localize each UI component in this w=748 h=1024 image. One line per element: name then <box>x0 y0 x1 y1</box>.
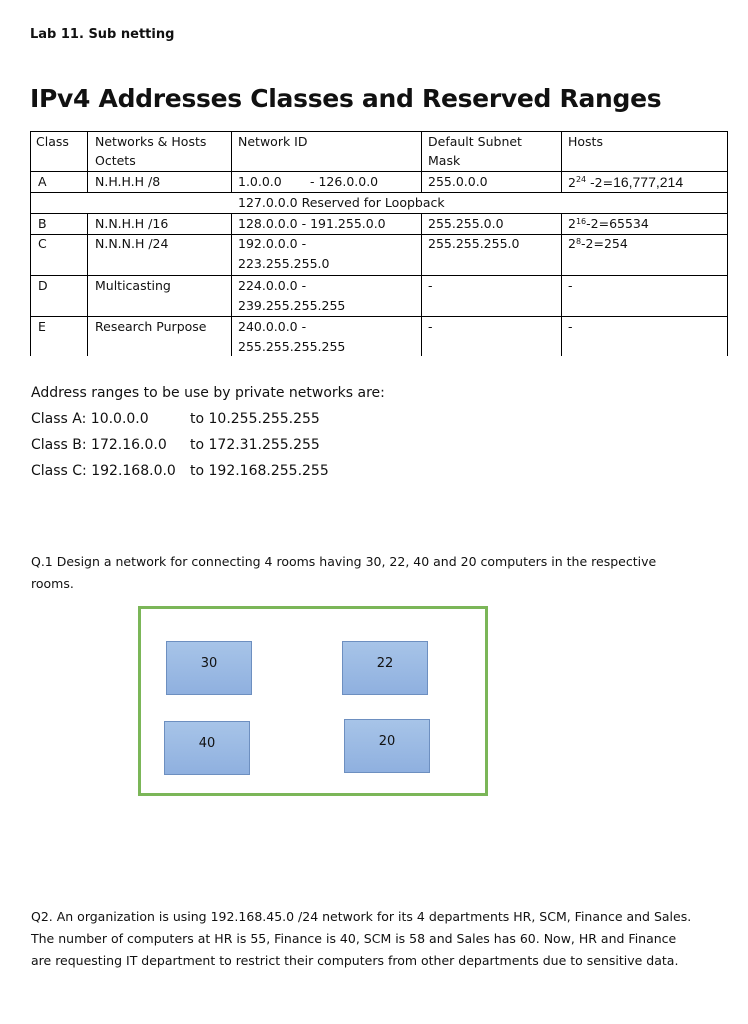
q2-text-line1: Q2. An organization is using 192.168.45.0 /24 network for its 4 departments HR, SCM, Finance and Sales. <box>31 909 692 924</box>
room-box: 22 <box>342 641 428 695</box>
lab-title: Lab 11. Sub netting <box>30 27 175 42</box>
table-rule <box>231 213 232 356</box>
header-hosts: Hosts <box>568 134 603 149</box>
row-d-octets: Multicasting <box>95 278 171 293</box>
header-networks-hosts: Networks & Hosts <box>95 134 207 149</box>
table-rule <box>231 131 232 192</box>
q2-text-line2: The number of computers at HR is 55, Finance is 40, SCM is 58 and Sales has 60. Now, HR and Finance <box>31 931 677 946</box>
page-title: IPv4 Addresses Classes and Reserved Ranges <box>30 84 662 113</box>
private-ranges-intro: Address ranges to be use by private networks are: <box>31 385 385 401</box>
row-a-octets: N.H.H.H /8 <box>95 174 161 189</box>
row-a-netid-start: 1.0.0.0 <box>238 174 282 189</box>
row-d-netid-1: 224.0.0.0 - <box>238 278 307 293</box>
q1-text-line2: rooms. <box>31 576 74 591</box>
table-rule <box>561 131 562 192</box>
row-b-mask: 255.255.0.0 <box>428 216 504 231</box>
header-mask: Mask <box>428 153 461 168</box>
row-d-hosts: - <box>568 278 573 293</box>
row-d-mask: - <box>428 278 433 293</box>
table-rule <box>421 213 422 356</box>
row-e-octets: Research Purpose <box>95 319 207 334</box>
row-c-octets: N.N.N.H /24 <box>95 236 169 251</box>
private-range-c-to: to 192.168.255.255 <box>190 463 329 479</box>
q2-text-line3: are requesting IT department to restrict their computers from other departments due to sensitive data. <box>31 953 679 968</box>
table-rule <box>87 213 88 356</box>
row-d-class: D <box>38 278 48 293</box>
header-class: Class <box>36 134 69 149</box>
row-e-netid-1: 240.0.0.0 - <box>238 319 307 334</box>
room-box: 40 <box>164 721 250 775</box>
private-range-b-label: Class B: 172.16.0.0 <box>31 437 167 453</box>
row-b-class: B <box>38 216 47 231</box>
row-e-mask: - <box>428 319 433 334</box>
row-c-hosts: $2^8-2=254$ <box>568 236 628 251</box>
row-a-class: A <box>38 174 47 189</box>
header-default-subnet: Default Subnet <box>428 134 522 149</box>
table-rule <box>561 213 562 356</box>
row-b-hosts: $2^{16}-2=65534$ <box>568 216 649 231</box>
private-range-c-label: Class C: 192.168.0.0 <box>31 463 176 479</box>
room-box: 20 <box>344 719 430 773</box>
private-range-a-to: to 10.255.255.255 <box>190 411 320 427</box>
private-range-a-label: Class A: 10.0.0.0 <box>31 411 149 427</box>
row-c-netid-1: 192.0.0.0 - <box>238 236 307 251</box>
row-d-netid-2: 239.255.255.255 <box>238 298 346 313</box>
table-rule <box>87 131 88 192</box>
row-e-class: E <box>38 319 46 334</box>
row-a-hosts: $2^{24}$ -2=16,777,214 <box>568 174 684 190</box>
table-rule <box>421 131 422 192</box>
header-octets: Octets <box>95 153 136 168</box>
q1-text-line1: Q.1 Design a network for connecting 4 rooms having 30, 22, 40 and 20 computers in the respective <box>31 554 657 569</box>
row-a-netid-end: - 126.0.0.0 <box>310 174 379 189</box>
room-box: 30 <box>166 641 252 695</box>
loopback-note: 127.0.0.0 Reserved for Loopback <box>238 195 445 210</box>
table-rule <box>30 131 31 356</box>
table-rule <box>727 131 728 356</box>
row-c-netid-2: 223.255.255.0 <box>238 256 330 271</box>
row-c-mask: 255.255.255.0 <box>428 236 520 251</box>
row-e-hosts: - <box>568 319 573 334</box>
row-b-octets: N.N.H.H /16 <box>95 216 169 231</box>
row-c-class: C <box>38 236 47 251</box>
private-range-b-to: to 172.31.255.255 <box>190 437 320 453</box>
header-network-id: Network ID <box>238 134 308 149</box>
ip-classes-table <box>30 131 728 356</box>
row-a-mask: 255.0.0.0 <box>428 174 488 189</box>
row-b-netid: 128.0.0.0 - 191.255.0.0 <box>238 216 386 231</box>
row-e-netid-2: 255.255.255.255 <box>238 339 346 354</box>
